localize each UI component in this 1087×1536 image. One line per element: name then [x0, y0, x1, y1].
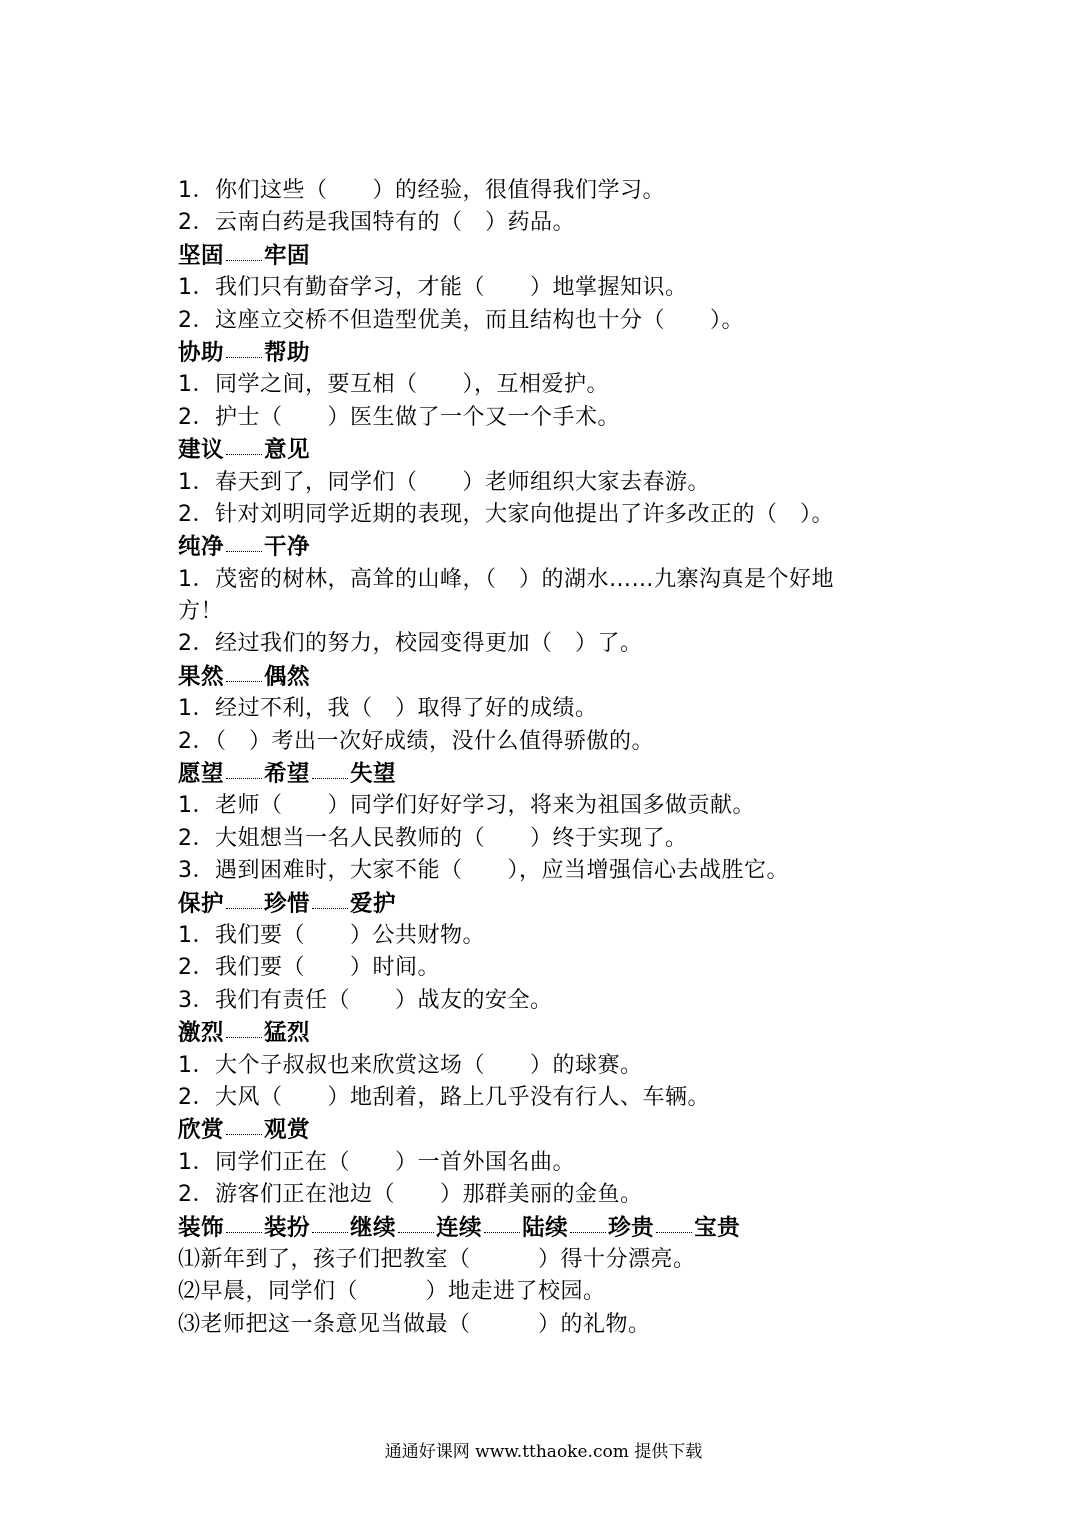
heading-word: 意见 [264, 437, 311, 464]
heading-word: 协助 [178, 339, 225, 366]
word-separator [312, 774, 348, 779]
exercise-sentence: 1．经过不利，我（ ）取得了好的成绩。 [178, 696, 598, 722]
word-group-heading [178, 531, 928, 563]
word-separator [226, 1033, 262, 1038]
heading-word: 猛烈 [264, 1020, 311, 1047]
heading-word: 继续 [350, 1214, 397, 1241]
exercise-sentence: 1．同学们正在（ ）一首外国名曲。 [178, 1149, 575, 1175]
exercise-sentence: 1．春天到了，同学们（ ）老师组织大家去春游。 [178, 469, 710, 495]
word-group-heading [178, 1114, 928, 1146]
heading-word: 希望 [264, 761, 311, 788]
word-group-heading [178, 1017, 928, 1049]
exercise-sentence: 1．同学之间，要互相（ ），互相爱护。 [178, 372, 609, 398]
exercise-sentence: 1．茂密的树林，高耸的山峰，（ ）的湖水……九寨沟真是个好地 [178, 566, 834, 592]
exercise-sentence: ⑶老师把这一条意见当做最（ ）的礼物。 [178, 1311, 651, 1337]
word-group-heading [178, 1212, 928, 1244]
heading-word: 果然 [178, 663, 225, 690]
word-group-heading [178, 888, 928, 920]
footer-text: 通通好课网 www.tthaoke.com 提供下载 [384, 1442, 703, 1462]
heading-word: 保护 [178, 890, 225, 917]
exercise-sentence: 1．大个子叔叔也来欣赏这场（ ）的球赛。 [178, 1052, 643, 1078]
exercise-sentence: 1．我们只有勤奋学习，才能（ ）地掌握知识。 [178, 275, 688, 301]
exercise-sentence: 2．（ ）考出一次好成绩，没什么值得骄傲的。 [178, 728, 654, 754]
word-separator [226, 547, 262, 552]
exercise-sentence: 2．这座立交桥不但造型优美，而且结构也十分（ ）。 [178, 307, 744, 333]
word-separator [484, 1228, 520, 1233]
heading-word: 连续 [436, 1214, 483, 1241]
exercise-sentence: 2．大风（ ）地刮着，路上几乎没有行人、车辆。 [178, 1084, 710, 1110]
heading-word: 珍惜 [264, 890, 311, 917]
exercise-sentence: 1．你们这些（ ）的经验，很值得我们学习。 [178, 178, 665, 203]
word-group-heading [178, 758, 928, 790]
heading-word: 装饰 [178, 1214, 225, 1241]
word-separator [226, 1228, 262, 1233]
heading-word: 宝贵 [694, 1214, 741, 1241]
word-group-heading [178, 240, 928, 272]
exercise-sentence: 1．老师（ ）同学们好好学习，将来为祖国多做贡献。 [178, 793, 755, 819]
heading-word: 建议 [178, 437, 225, 464]
word-group-heading [178, 337, 928, 369]
exercise-sentence: 2．大姐想当一名人民教师的（ ）终于实现了。 [178, 825, 688, 851]
exercise-sentence: 2．云南白药是我国特有的（ ）药品。 [178, 210, 575, 236]
word-separator [226, 1130, 262, 1135]
word-separator [226, 774, 262, 779]
heading-word: 观赏 [264, 1117, 311, 1144]
word-separator [656, 1228, 692, 1233]
word-separator [226, 256, 262, 261]
word-separator [570, 1228, 606, 1233]
heading-word: 偶然 [264, 663, 311, 690]
exercise-sentence: 3．我们有责任（ ）战友的安全。 [178, 987, 553, 1013]
word-group-heading [178, 434, 928, 466]
heading-word: 陆续 [522, 1214, 569, 1241]
heading-word: 欣赏 [178, 1117, 225, 1144]
heading-word: 激烈 [178, 1020, 225, 1047]
heading-word: 纯净 [178, 534, 225, 561]
exercise-sentence: ⑴新年到了，孩子们把教室（ ）得十分漂亮。 [178, 1246, 696, 1272]
word-separator [226, 450, 262, 455]
word-separator [226, 904, 262, 909]
exercise-sentence: 2．我们要（ ）时间。 [178, 955, 440, 981]
heading-word: 爱护 [350, 890, 397, 917]
exercise-sentence: 2．护士（ ）医生做了一个又一个手术。 [178, 404, 620, 430]
exercise-sentence: ⑵早晨，同学们（ ）地走进了校园。 [178, 1279, 606, 1305]
word-separator [312, 1228, 348, 1233]
heading-word: 失望 [350, 761, 397, 788]
exercise-sentence: 2．游客们正在池边（ ）那群美丽的金鱼。 [178, 1182, 643, 1208]
exercise-sentence: 1．我们要（ ）公共财物。 [178, 922, 485, 948]
word-group-heading [178, 661, 928, 693]
heading-word: 珍贵 [608, 1214, 655, 1241]
heading-word: 干净 [264, 534, 311, 561]
exercise-sentence: 方！ [178, 599, 224, 625]
exercise-sentence: 3．遇到困难时，大家不能（ ），应当增强信心去战胜它。 [178, 858, 789, 884]
word-separator [226, 353, 262, 358]
word-separator [226, 677, 262, 682]
heading-word: 帮助 [264, 339, 311, 366]
document-body [178, 175, 928, 1341]
heading-word: 装扮 [264, 1214, 311, 1241]
heading-word: 愿望 [178, 761, 225, 788]
word-separator [312, 904, 348, 909]
word-separator [398, 1228, 434, 1233]
heading-word: 坚固 [178, 242, 225, 269]
heading-word: 牢固 [264, 242, 311, 269]
exercise-sentence: 2．针对刘明同学近期的表现，大家向他提出了许多改正的（ ）。 [178, 501, 834, 527]
exercise-sentence: 2．经过我们的努力，校园变得更加（ ）了。 [178, 631, 643, 657]
